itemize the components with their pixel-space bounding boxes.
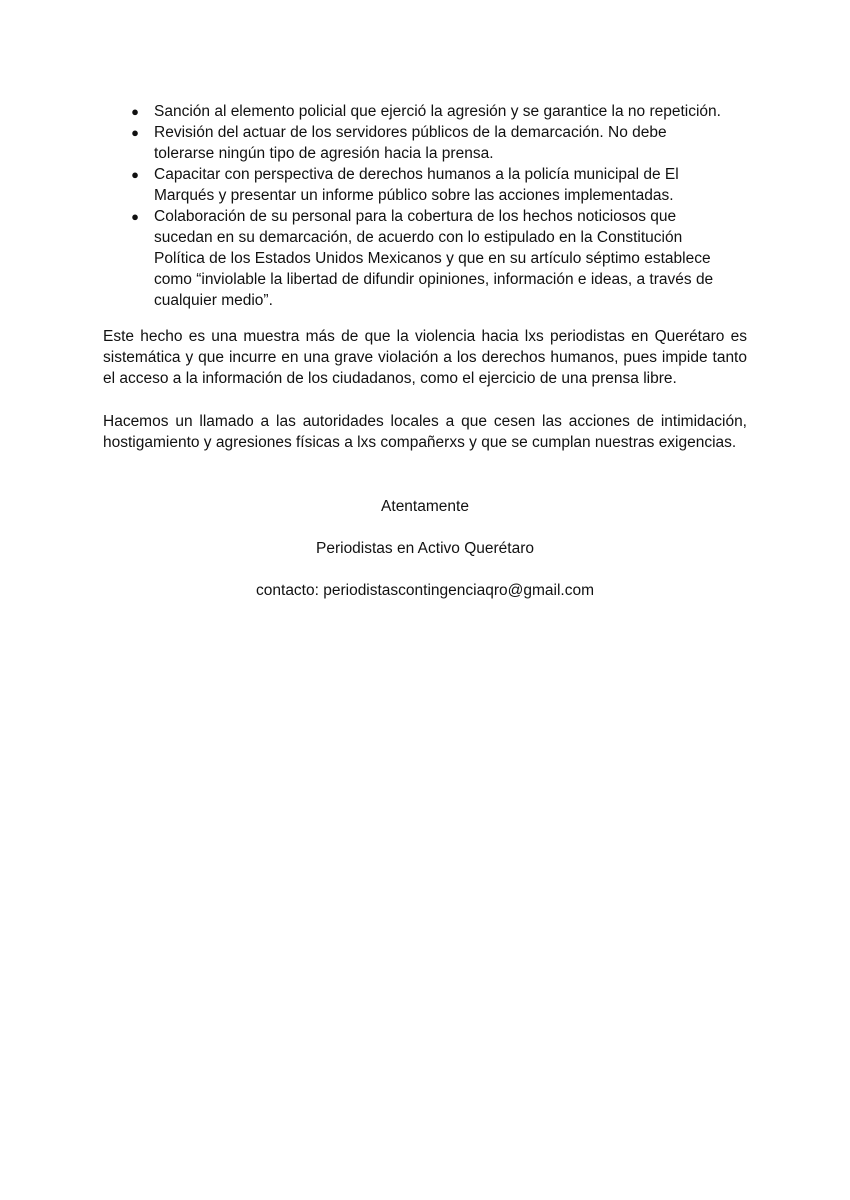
- list-item: [128, 164, 728, 206]
- bullet-icon: ●: [131, 104, 139, 119]
- bullet-icon: ●: [131, 209, 139, 224]
- list-item: [128, 101, 728, 122]
- list-item: [128, 206, 728, 311]
- list-item-text: Capacitar con perspectiva de derechos humanos a la policía municipal de El Marqués y presentar un informe público sobre las acciones implementadas.: [154, 166, 679, 204]
- paragraph-violence: Este hecho es una muestra más de que la violencia hacia lxs periodistas en Querétaro es sistemática y que incurre en una grave violación a los derechos humanos, pues impide tanto el acceso a la información de los ciudadanos, como el ejercicio de una prensa libre.: [103, 328, 747, 387]
- contact-email: contacto: periodistascontingenciaqro@gmail.com: [256, 582, 594, 599]
- closing-salutation: Atentamente: [381, 498, 469, 515]
- list-item-text: Revisión del actuar de los servidores públicos de la demarcación. No debe tolerarse ningún tipo de agresión hacia la prensa.: [154, 124, 667, 162]
- bullet-icon: ●: [131, 167, 139, 182]
- paragraph-call-to-action: Hacemos un llamado a las autoridades locales a que cesen las acciones de intimidación, hostigamiento y agresiones físicas a lxs compañerxs y que se cumplan nuestras exigencias.: [103, 413, 747, 451]
- organization-name: Periodistas en Activo Querétaro: [316, 540, 534, 557]
- list-item: [128, 122, 728, 164]
- list-item-text: Sanción al elemento policial que ejerció la agresión y se garantice la no repetición.: [154, 103, 721, 120]
- bullet-icon: ●: [131, 125, 139, 140]
- demands-list: [128, 101, 728, 311]
- list-item-text: Colaboración de su personal para la cobertura de los hechos noticiosos que sucedan en su demarcación, de acuerdo con lo estipulado en la Constitución Política de los Estados Unidos Mexicanos y que en su artículo séptimo establece como “inviolable la libertad de difundir opiniones, información e ideas, a través de cualquier medio”.: [154, 208, 714, 309]
